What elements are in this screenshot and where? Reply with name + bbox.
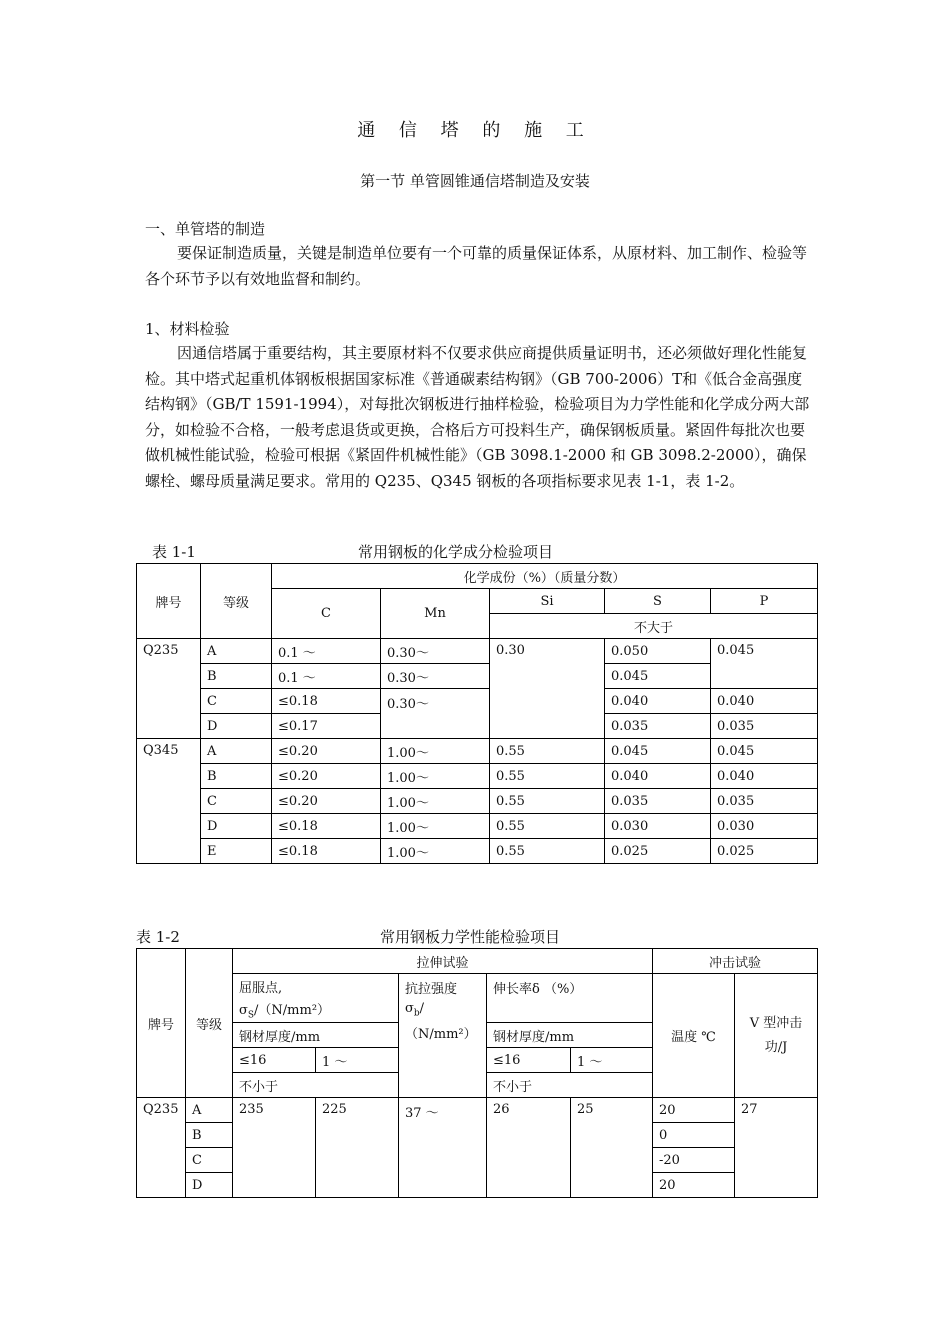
cell-c: ≤0.20 bbox=[272, 739, 381, 764]
table-row bbox=[137, 814, 818, 839]
section2-heading: 1、材料检验 bbox=[145, 320, 230, 338]
th-s: S bbox=[605, 589, 711, 614]
cell-c: 0.1 ～ bbox=[272, 664, 381, 689]
cell-mn: 0.30～ bbox=[381, 664, 490, 689]
table-row bbox=[137, 839, 818, 864]
cell-c: ≤0.17 bbox=[272, 714, 381, 739]
cell-s: 0.040 bbox=[605, 764, 711, 789]
cell-level: C bbox=[201, 689, 272, 714]
th-tensile: 拉伸试验 bbox=[233, 949, 653, 974]
table-row bbox=[137, 1098, 818, 1123]
cell-yield-1to: 225 bbox=[316, 1098, 399, 1198]
cell-si: 0.55 bbox=[490, 814, 605, 839]
th-c: C bbox=[272, 589, 381, 639]
chem-table bbox=[136, 563, 818, 864]
th-strength-label: 抗拉强度 bbox=[405, 982, 458, 997]
cell-level: E bbox=[201, 839, 272, 864]
cell-temp: 20 bbox=[653, 1098, 735, 1123]
th-strength bbox=[399, 974, 487, 1098]
cell-s: 0.035 bbox=[605, 714, 711, 739]
cell-si: 0.55 bbox=[490, 839, 605, 864]
cell-s: 0.040 bbox=[605, 689, 711, 714]
cell-grade: Q235 bbox=[137, 1098, 186, 1198]
cell-grade: Q345 bbox=[137, 739, 201, 864]
th-yield-notless: 不小于 bbox=[233, 1073, 399, 1098]
page-title: 通 信 塔 的 施 工 bbox=[357, 120, 593, 141]
cell-c: 0.1 ～ bbox=[272, 639, 381, 664]
cell-strength: 37 ～ bbox=[399, 1098, 487, 1198]
cell-s: 0.045 bbox=[605, 739, 711, 764]
th-yield-unit: $\sigma_S/(N/mm^2)$ bbox=[233, 998, 399, 1023]
cell-si: 0.55 bbox=[490, 764, 605, 789]
th-vimpact: V 型冲击功/J bbox=[735, 974, 818, 1098]
cell-p: 0.030 bbox=[711, 814, 818, 839]
cell-mn: 1.00～ bbox=[381, 839, 490, 864]
cell-grade: Q235 bbox=[137, 639, 201, 739]
cell-elong-1to: 25 bbox=[571, 1098, 653, 1198]
cell-p: 0.035 bbox=[711, 789, 818, 814]
cell-si: 0.55 bbox=[490, 739, 605, 764]
cell-level: A bbox=[201, 739, 272, 764]
cell-level: D bbox=[201, 714, 272, 739]
cell-mn: 0.30～ bbox=[381, 639, 490, 664]
cell-c: ≤0.18 bbox=[272, 814, 381, 839]
table2-label: 表 1-2 bbox=[136, 928, 180, 946]
th-p: P bbox=[711, 589, 818, 614]
cell-s: 0.030 bbox=[605, 814, 711, 839]
cell-mn: 1.00～ bbox=[381, 764, 490, 789]
cell-p: 0.025 bbox=[711, 839, 818, 864]
th-mn: Mn bbox=[381, 589, 490, 639]
th-elong-notless: 不小于 bbox=[487, 1073, 653, 1098]
cell-temp: 20 bbox=[653, 1173, 735, 1198]
cell-si: 0.30 bbox=[490, 639, 605, 739]
table-row bbox=[137, 639, 818, 664]
cell-mn: 1.00～ bbox=[381, 739, 490, 764]
mech-table bbox=[136, 948, 818, 1198]
table1-label: 表 1-1 bbox=[152, 543, 196, 561]
th-yield: 屈服点, bbox=[233, 974, 399, 999]
cell-p: 0.035 bbox=[711, 714, 818, 739]
th-elong: 伸长率δ （%） bbox=[487, 974, 653, 1023]
cell-c: ≤0.20 bbox=[272, 764, 381, 789]
th-level: 等级 bbox=[186, 949, 233, 1098]
th-impact: 冲击试验 bbox=[653, 949, 818, 974]
table-row bbox=[137, 739, 818, 764]
cell-si: 0.55 bbox=[490, 789, 605, 814]
th-elong-1to: 1 ～ bbox=[571, 1048, 653, 1073]
th-elong-le16: ≤16 bbox=[487, 1048, 571, 1073]
cell-mn: 1.00～ bbox=[381, 814, 490, 839]
cell-mn: 0.30～ bbox=[381, 689, 490, 739]
cell-c: ≤0.20 bbox=[272, 789, 381, 814]
table-row bbox=[137, 764, 818, 789]
cell-level: B bbox=[201, 664, 272, 689]
th-thick-yield: 钢材厚度/mm bbox=[233, 1023, 399, 1048]
th-grade: 牌号 bbox=[137, 564, 201, 639]
section1-heading: 一、单管塔的制造 bbox=[145, 220, 266, 238]
cell-level: D bbox=[186, 1173, 233, 1198]
th-thick-elong: 钢材厚度/mm bbox=[487, 1023, 653, 1048]
th-chem: 化学成份（%）（质量分数） bbox=[272, 564, 818, 589]
section-subtitle: 第一节 单管圆锥通信塔制造及安装 bbox=[360, 172, 590, 190]
cell-s: 0.025 bbox=[605, 839, 711, 864]
cell-p: 0.040 bbox=[711, 689, 818, 714]
section1-paragraph: 要保证制造质量，关键是制造单位要有一个可靠的质量保证体系，从原材料、加工制作、检验等各个环节予以有效地监督和制约。 bbox=[145, 244, 808, 288]
cell-vimpact: 27 bbox=[735, 1098, 818, 1198]
cell-yield-le16: 235 bbox=[233, 1098, 316, 1198]
table2-caption: 常用钢板力学性能检验项目 bbox=[380, 928, 561, 946]
cell-temp: -20 bbox=[653, 1148, 735, 1173]
th-strength-symbol: $\sigma_b/$ bbox=[405, 1001, 425, 1019]
table1-caption: 常用钢板的化学成分检验项目 bbox=[358, 543, 554, 561]
cell-p: 0.045 bbox=[711, 639, 818, 689]
cell-level: C bbox=[201, 789, 272, 814]
cell-s: 0.035 bbox=[605, 789, 711, 814]
th-yield-le16: ≤16 bbox=[233, 1048, 316, 1073]
cell-level: B bbox=[201, 764, 272, 789]
th-yield-1to: 1 ～ bbox=[316, 1048, 399, 1073]
cell-level: A bbox=[201, 639, 272, 664]
cell-s: 0.045 bbox=[605, 664, 711, 689]
cell-level: A bbox=[186, 1098, 233, 1123]
cell-p: 0.040 bbox=[711, 764, 818, 789]
th-strength-unit: （N/mm²） bbox=[405, 1026, 477, 1042]
th-notmore: 不大于 bbox=[490, 614, 818, 639]
cell-c: ≤0.18 bbox=[272, 689, 381, 714]
cell-c: ≤0.18 bbox=[272, 839, 381, 864]
th-level: 等级 bbox=[201, 564, 272, 639]
th-grade: 牌号 bbox=[137, 949, 186, 1098]
cell-level: D bbox=[201, 814, 272, 839]
section2-paragraph: 因通信塔属于重要结构，其主要原材料不仅要求供应商提供质量证明书，还必须做好理化性能复检。其中塔式起重机体钢板根据国家标准《普通碳素结构钢》（GB 700-2006）T和《低合金高强度结构钢》（GB/T 1591-1994），对每批次钢板进行抽样检验，检验项目为力学性能和化学成分两大部分，如检验不合格，一般考虑退货或更换，合格后方可投料生产，确保钢板质量。紧固件每批次也要做机械性能试验，检验可根据《紧固件机械性能》（GB 3098.1-2000 和 GB 3098.2-2000），确保螺栓、螺母质量满足要求。常用的 Q235、Q345 钢板的各项指标要求见表 1-1，表 1-2。 bbox=[145, 344, 810, 490]
cell-s: 0.050 bbox=[605, 639, 711, 664]
cell-temp: 0 bbox=[653, 1123, 735, 1148]
table-row bbox=[137, 789, 818, 814]
cell-p: 0.045 bbox=[711, 739, 818, 764]
cell-elong-le16: 26 bbox=[487, 1098, 571, 1198]
cell-level: C bbox=[186, 1148, 233, 1173]
cell-mn: 1.00～ bbox=[381, 789, 490, 814]
th-temp: 温度 ℃ bbox=[653, 974, 735, 1098]
cell-level: B bbox=[186, 1123, 233, 1148]
th-si: Si bbox=[490, 589, 605, 614]
table-row bbox=[137, 689, 818, 714]
